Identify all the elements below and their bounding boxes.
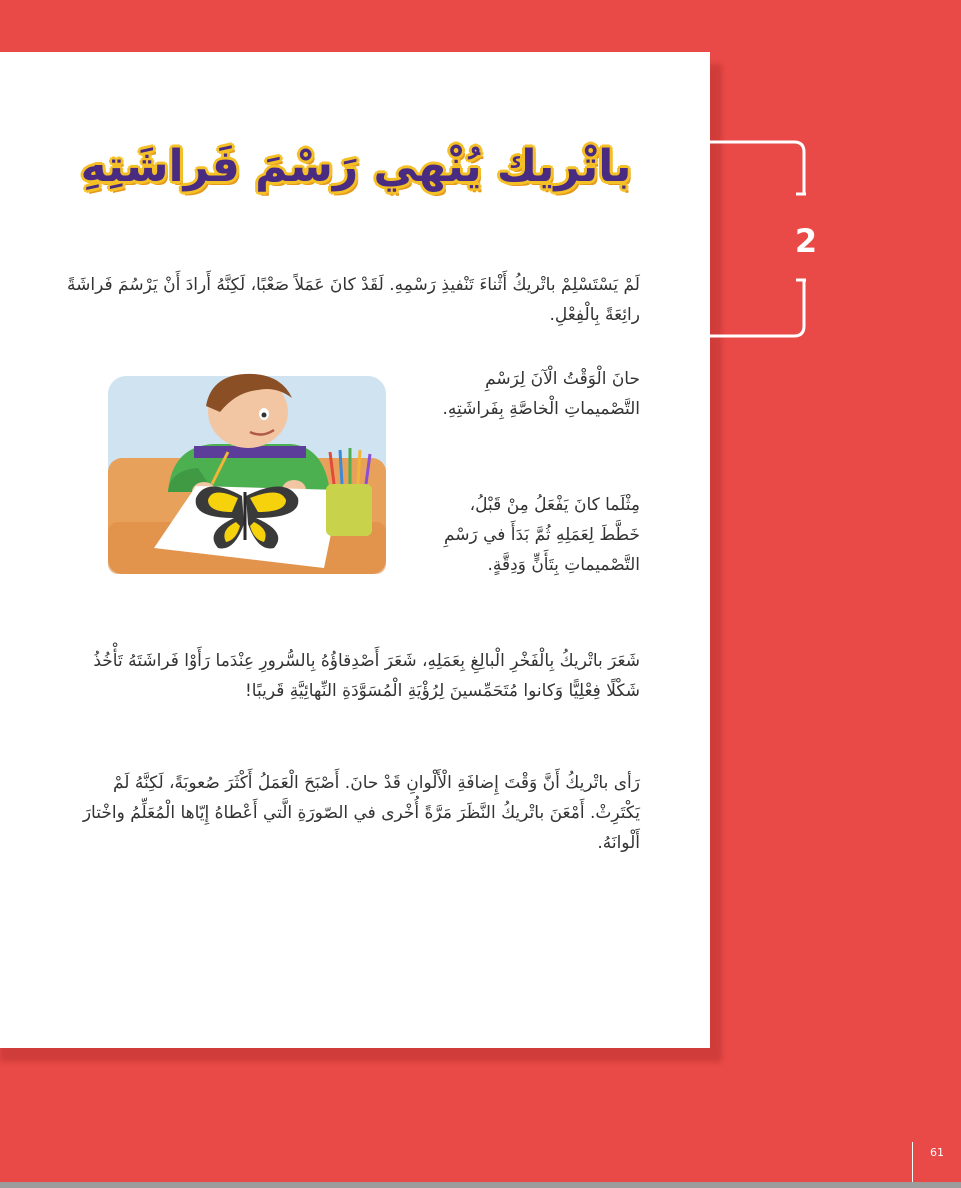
page-number: 61 <box>930 1146 944 1159</box>
paragraph-5: رَأى باتْريكُ أَنَّ وَقْتَ إِضافَةِ الْأَلْوانِ قَدْ حانَ. أَصْبَحَ الْعَمَلُ أَكْثَرَ صُعوبَةً، لَكِنَّهُ لَمْ يَكْتَرِثْ. أَمْعَنَ باتْريكُ النَّظَرَ مَرَّةً أُخْرى في الصّورَةِ الَّتي أَعْطاهُ إِيّاها الْمُعَلِّمُ واخْتارَ أَلْوانَهُ. <box>82 773 640 853</box>
paragraph-3: مِثْلَما كانَ يَفْعَلُ مِنْ قَبْلُ، خَطَّطَ لِعَمَلِهِ ثُمَّ بَدَأَ في رَسْمِ التَّصْميماتِ بِتَأَنٍّ وَدِقَّةٍ. <box>443 495 640 575</box>
paragraph-4: شَعَرَ باتْريكُ بِالْفَخْرِ الْبالِغِ بِعَمَلِهِ، شَعَرَ أَصْدِقاؤُهُ بِالسُّرورِ عِنْدَما رَأَوْا فَراشَتَهُ تَأْخُذُ شَكْلًا فِعْلِيًّا وَكانوا مُتَحَمِّسينَ لِرُؤْيَةِ الْمُسَوَّدَةِ النِّهائِيَّةِ قَريبًا! <box>93 651 640 701</box>
bottom-strip <box>0 1182 961 1188</box>
page-title: باتْريك يُنْهي رَسْمَ فَراشَتِهِ <box>80 141 632 193</box>
page-number-divider <box>912 1142 913 1182</box>
paragraph-1: لَمْ يَسْتَسْلِمْ باتْريكُ أَثْناءَ تَنْفيذِ رَسْمِهِ. لَقَدْ كانَ عَمَلاً صَعْبًا، لَكِنَّهُ أَرادَ أَنْ يَرْسُمَ فَراشَةً رائِعَةً بِالْفِعْلِ. <box>67 275 640 325</box>
paragraph-2: حانَ الْوَقْتُ الْآنَ لِرَسْمِ التَّصْميماتِ الْخاصَّةِ بِفَراشَتِهِ. <box>442 369 640 419</box>
chapter-number: 2 <box>794 222 818 260</box>
boy-drawing-butterfly-illustration <box>104 372 390 578</box>
